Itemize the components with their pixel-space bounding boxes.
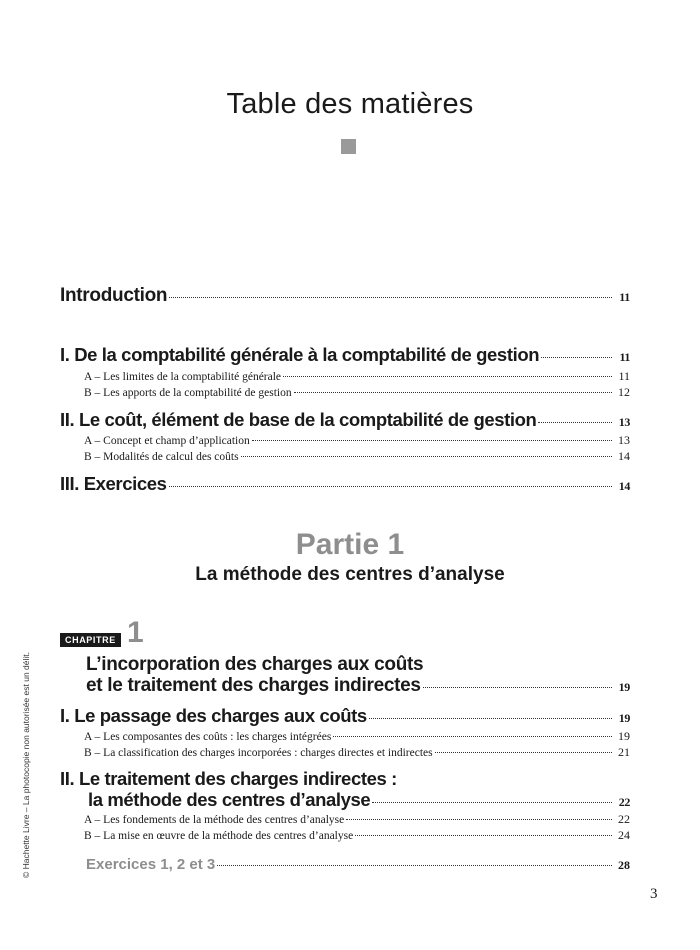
toc-page: 19 xyxy=(618,680,630,694)
toc-page: 28 xyxy=(618,858,630,872)
toc-chapter-section-1[interactable] xyxy=(60,705,630,727)
toc-item-label: B – Les apports de la comptabilité de gestion xyxy=(84,387,292,399)
leader-dots xyxy=(355,835,612,836)
chapter-title-line2: et le traitement des charges indirectes xyxy=(86,675,421,696)
toc-item-label: B – La mise en œuvre de la méthode des centres d’analyse xyxy=(84,830,354,842)
leader-dots xyxy=(346,819,612,820)
leader-dots xyxy=(217,865,612,866)
toc-page: 22 xyxy=(618,812,630,826)
leader-dots xyxy=(538,422,612,423)
toc-item-label: B – Modalités de calcul des coûts xyxy=(84,451,239,463)
toc-chapter-section-2[interactable] xyxy=(88,789,630,811)
toc-page: 21 xyxy=(618,745,630,759)
title-ornament-square xyxy=(341,139,356,154)
toc-section-label: I. Le passage des charges aux coûts xyxy=(60,705,367,726)
toc-page: 22 xyxy=(618,795,630,809)
toc-section-2[interactable] xyxy=(60,409,630,431)
toc-chapter-item-1a[interactable] xyxy=(60,729,630,744)
exercises-label: Exercices 1, 2 et 3 xyxy=(86,856,216,873)
toc-page: 14 xyxy=(618,479,630,493)
toc-item-label: A – Les composantes des coûts : les charges intégrées xyxy=(84,731,332,743)
toc-item-label: A – Concept et champ d’application xyxy=(84,435,250,447)
toc-chapter-item-2b[interactable] xyxy=(60,828,630,843)
toc-item-2a[interactable] xyxy=(60,433,630,448)
toc-item-1a[interactable] xyxy=(60,369,630,384)
toc-item-label: A – Les limites de la comptabilité générale xyxy=(84,371,282,383)
toc-page: 12 xyxy=(618,385,630,399)
leader-dots xyxy=(283,376,612,377)
leader-dots xyxy=(333,736,612,737)
toc-chapter-exercises[interactable] xyxy=(86,856,630,873)
part-subtitle: La méthode des centres d’analyse xyxy=(195,564,505,585)
toc-intro[interactable] xyxy=(60,285,630,307)
leader-dots xyxy=(541,357,612,358)
copyright-note: © Hachette Livre – La photocopie non autorisée est un délit. xyxy=(21,652,31,878)
toc-item-label: B – La classification des charges incorporées : charges directes et indirectes xyxy=(84,747,433,759)
part-title: Partie 1 xyxy=(295,528,405,561)
toc-page: 11 xyxy=(619,350,630,364)
chapter-badge: CHAPITRE xyxy=(60,633,121,647)
toc-page: 11 xyxy=(619,290,630,304)
leader-dots xyxy=(372,802,612,803)
leader-dots xyxy=(294,392,612,393)
page-title: Table des matières xyxy=(226,88,474,120)
leader-dots xyxy=(169,297,612,298)
leader-dots xyxy=(423,687,612,688)
toc-page: 13 xyxy=(618,415,630,429)
leader-dots xyxy=(169,486,612,487)
toc-section-label: I. De la comptabilité générale à la comptabilité de gestion xyxy=(60,344,540,365)
leader-dots xyxy=(435,752,612,753)
toc-chapter-item-2a[interactable] xyxy=(60,812,630,827)
toc-item-label: A – Les fondements de la méthode des centres d’analyse xyxy=(84,814,345,826)
chapter-number: 1 xyxy=(127,616,144,649)
toc-page: 11 xyxy=(618,369,630,383)
toc-chapter-item-1b[interactable] xyxy=(60,745,630,760)
toc-section-3[interactable] xyxy=(60,473,630,495)
toc-page: 19 xyxy=(618,711,630,725)
chapter-title-line1: L’incorporation des charges aux coûts xyxy=(86,654,424,675)
toc-section-label: II. Le coût, élément de base de la comptabilité de gestion xyxy=(60,409,537,430)
leader-dots xyxy=(252,440,612,441)
toc-page: 13 xyxy=(618,433,630,447)
toc-chapter-1[interactable] xyxy=(86,675,630,697)
toc-intro-label: Introduction xyxy=(60,285,168,306)
toc-section-label: III. Exercices xyxy=(60,473,167,494)
toc-chapter-section-2-line1[interactable]: II. Le traitement des charges indirectes : xyxy=(60,768,397,789)
leader-dots xyxy=(241,456,612,457)
toc-section-1[interactable] xyxy=(60,344,630,366)
page-number: 3 xyxy=(650,886,658,902)
toc-section-label-line2: la méthode des centres d’analyse xyxy=(88,789,371,810)
toc-page: 19 xyxy=(618,729,630,743)
toc-page: 14 xyxy=(618,449,630,463)
toc-page: 24 xyxy=(618,828,630,842)
leader-dots xyxy=(369,718,612,719)
toc-item-2b[interactable] xyxy=(60,449,630,464)
toc-item-1b[interactable] xyxy=(60,385,630,400)
